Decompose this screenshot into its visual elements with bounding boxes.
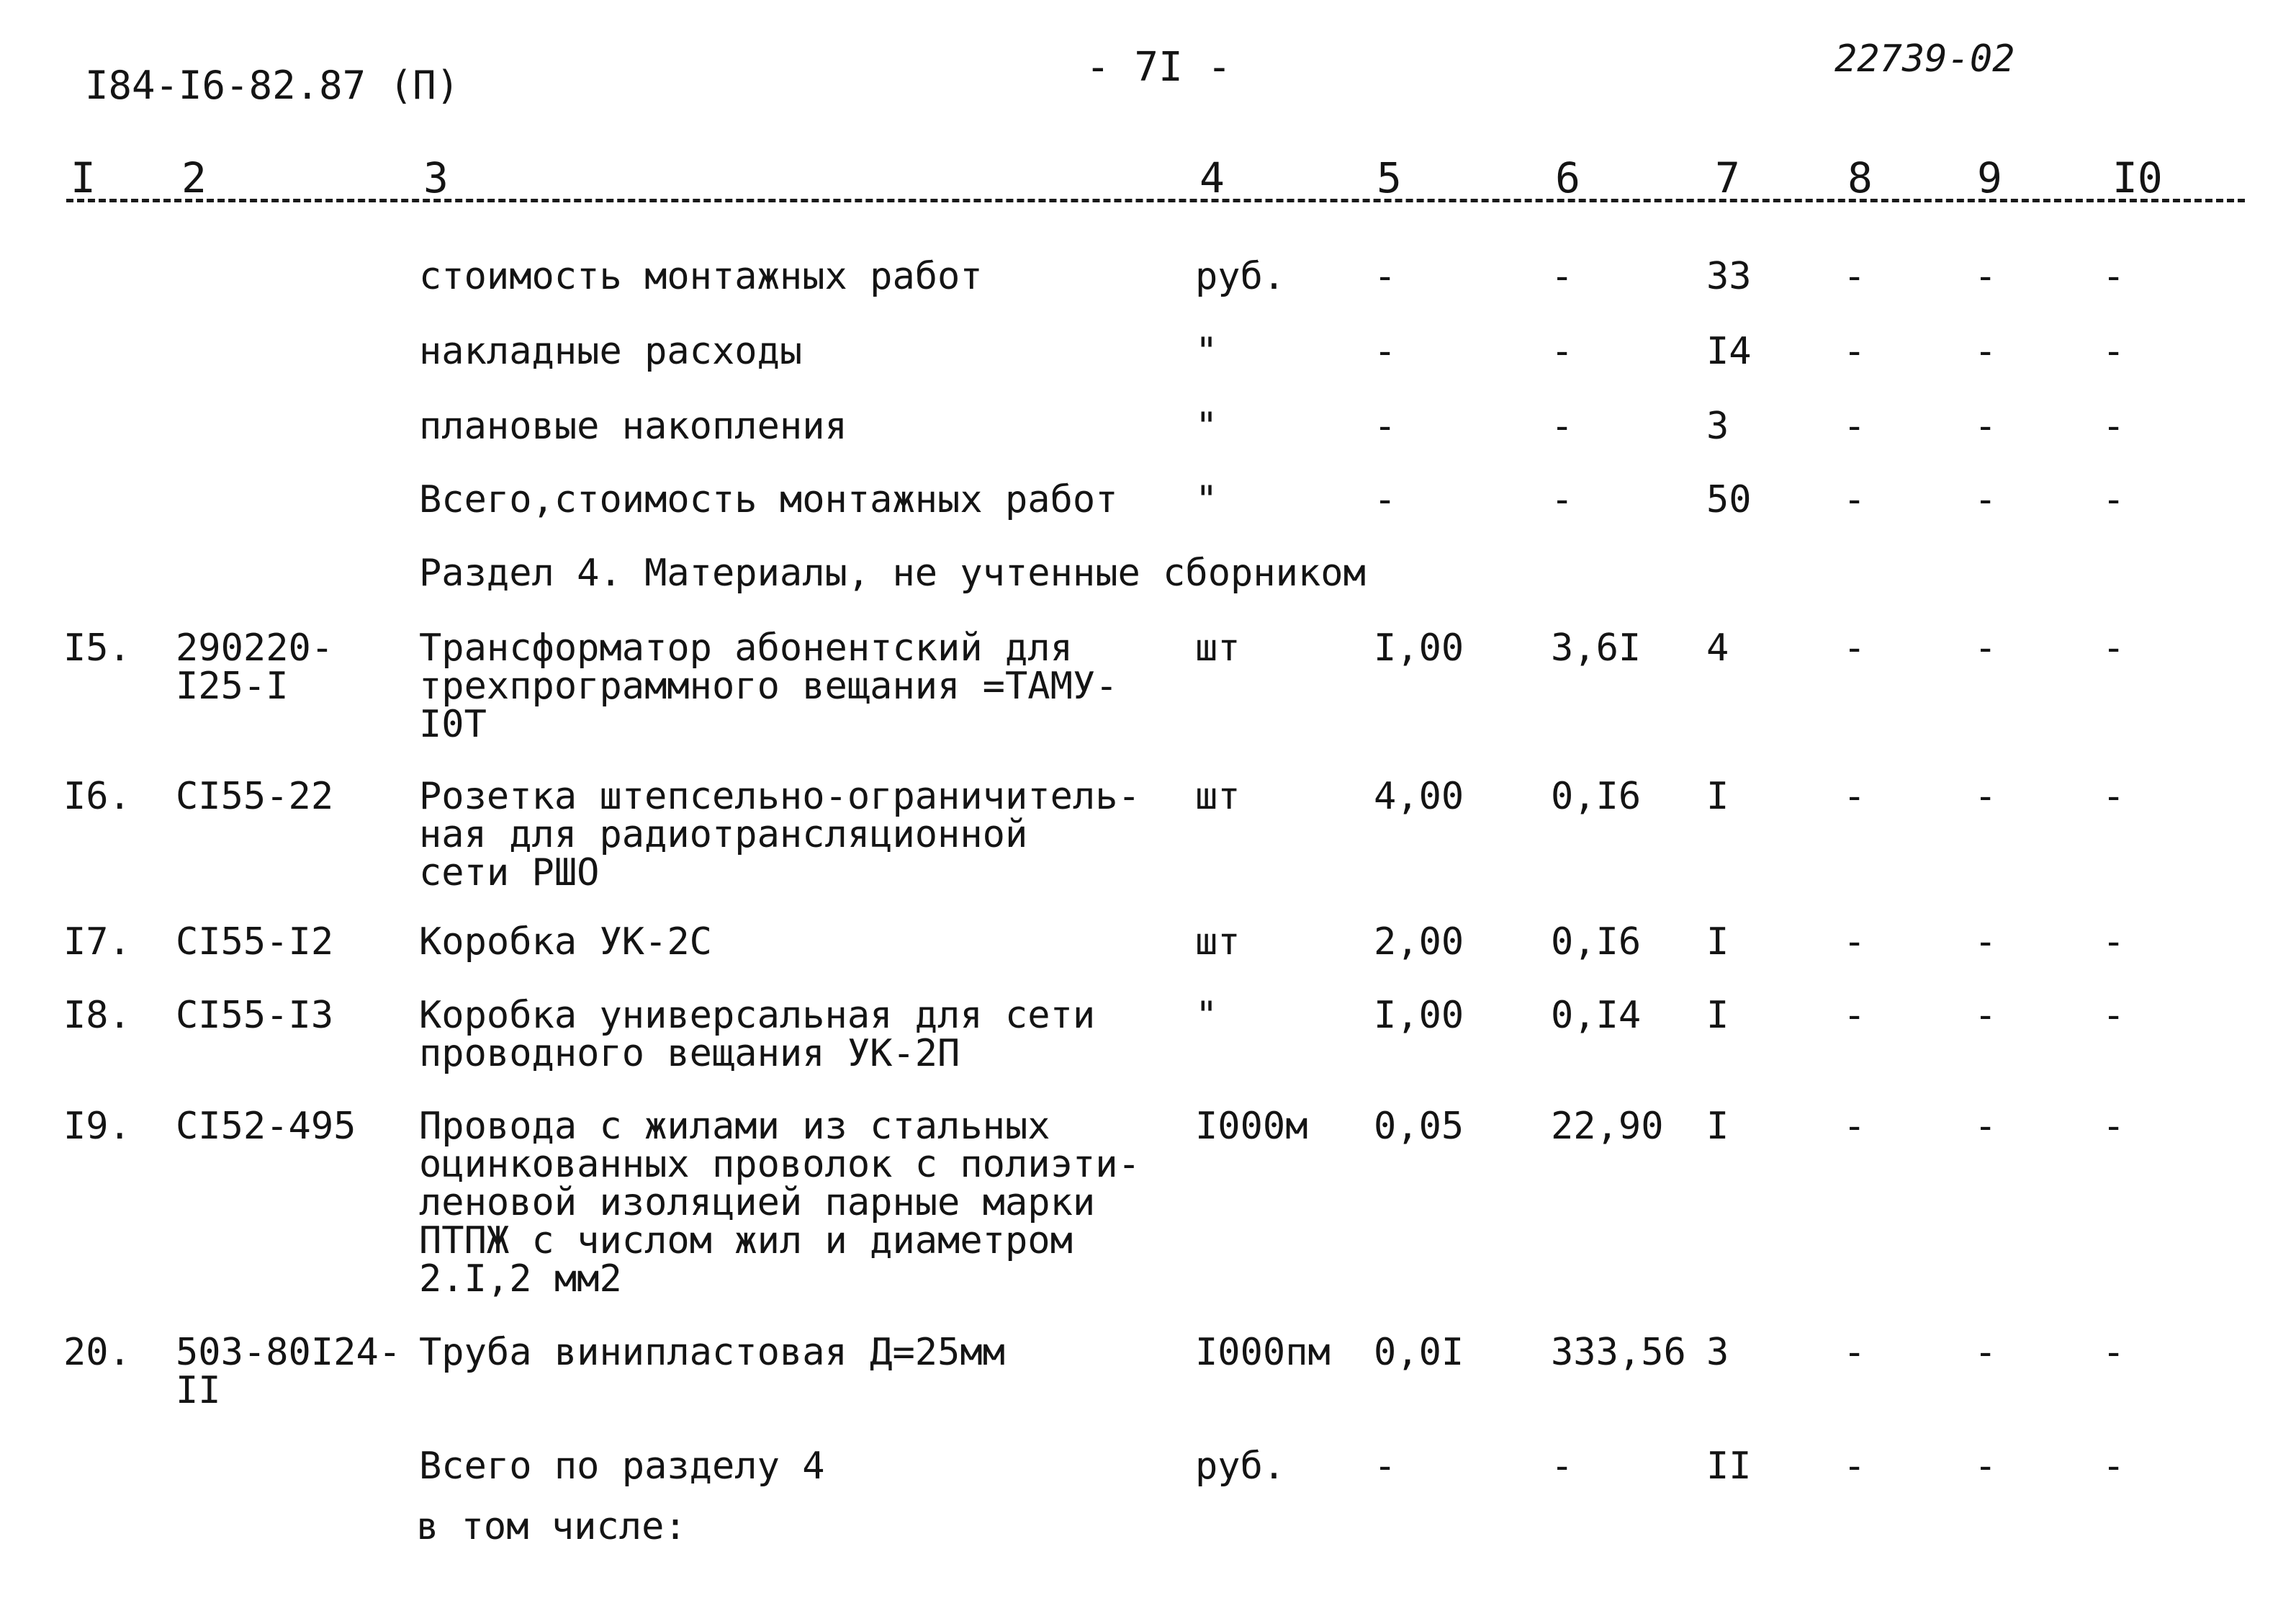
item-name-line: Всего по разделу 4 bbox=[419, 1445, 825, 1488]
row-number: 20. bbox=[63, 1331, 131, 1374]
item-name bbox=[419, 1447, 825, 1486]
column-8-value: - bbox=[1843, 627, 1866, 670]
column-8-value: - bbox=[1843, 405, 1866, 448]
unit-price: - bbox=[1551, 255, 1574, 298]
total-cost: 3 bbox=[1706, 405, 1729, 448]
column-9-value: - bbox=[1974, 627, 1997, 670]
quantity: I,00 bbox=[1374, 627, 1464, 670]
item-code-line: II bbox=[176, 1369, 221, 1413]
item-name-line: стоимость монтажных работ bbox=[419, 255, 983, 298]
row-number: I6. bbox=[63, 775, 131, 818]
section-title: Раздел 4. Материалы, не учтенные сборником bbox=[419, 552, 1366, 595]
item-name-line: леновой изоляцией парные марки bbox=[419, 1181, 1096, 1225]
column-10-value: - bbox=[2102, 405, 2125, 448]
unit: шт bbox=[1195, 920, 1241, 964]
column-number-7: 7 bbox=[1715, 153, 1740, 202]
quantity: - bbox=[1374, 330, 1397, 373]
item-name-line: Розетка штепсельно-ограничитель- bbox=[419, 775, 1140, 818]
total-cost: 50 bbox=[1706, 478, 1752, 521]
item-code bbox=[176, 1105, 356, 1148]
column-separator-line bbox=[66, 199, 2245, 202]
unit-price: 0,I6 bbox=[1551, 920, 1642, 964]
unit-price: - bbox=[1551, 405, 1574, 448]
column-number-5: 5 bbox=[1377, 153, 1402, 202]
item-name-line: I0Т bbox=[419, 703, 487, 747]
column-9-value: - bbox=[1974, 994, 1997, 1037]
row-number: I9. bbox=[63, 1105, 131, 1148]
item-name-line: накладные расходы bbox=[419, 330, 803, 373]
column-10-value: - bbox=[2102, 1105, 2125, 1148]
item-code-line: СI55-I3 bbox=[176, 994, 334, 1037]
column-10-value: - bbox=[2102, 994, 2125, 1037]
item-code bbox=[176, 994, 334, 1037]
quantity: - bbox=[1374, 478, 1397, 521]
item-name bbox=[419, 405, 847, 448]
column-9-value: - bbox=[1974, 330, 1997, 373]
column-8-value: - bbox=[1843, 1105, 1866, 1148]
quantity: 0,05 bbox=[1374, 1105, 1464, 1148]
item-code bbox=[176, 627, 334, 709]
item-name-line: 2.I,2 мм2 bbox=[419, 1257, 622, 1301]
column-8-value: - bbox=[1843, 920, 1866, 964]
item-name bbox=[419, 478, 1118, 521]
quantity: 4,00 bbox=[1374, 775, 1464, 818]
total-cost: I bbox=[1706, 920, 1729, 964]
column-number-2: 2 bbox=[181, 153, 207, 202]
unit-price: 0,I6 bbox=[1551, 775, 1642, 818]
column-9-value: - bbox=[1974, 1331, 1997, 1374]
item-code-line: I25-I bbox=[176, 665, 289, 709]
item-code bbox=[176, 920, 334, 964]
column-number-10: I0 bbox=[2112, 153, 2163, 202]
unit: " bbox=[1195, 478, 1218, 521]
item-name-line: оцинкованных проволок с полиэти- bbox=[419, 1143, 1140, 1187]
item-name-line: проводного вещания УК-2П bbox=[419, 1032, 960, 1076]
column-8-value: - bbox=[1843, 255, 1866, 298]
footer-text: в том числе: bbox=[416, 1505, 687, 1548]
row-number: I8. bbox=[63, 994, 131, 1037]
row-number: I5. bbox=[63, 627, 131, 670]
column-10-value: - bbox=[2102, 255, 2125, 298]
item-name-line: плановые накопления bbox=[419, 405, 847, 448]
unit-price: - bbox=[1551, 1445, 1574, 1488]
column-8-value: - bbox=[1843, 1331, 1866, 1374]
column-9-value: - bbox=[1974, 478, 1997, 521]
unit-price: 3,6I bbox=[1551, 627, 1642, 670]
column-10-value: - bbox=[2102, 478, 2125, 521]
total-cost: 3 bbox=[1706, 1331, 1729, 1374]
column-number-1: I bbox=[71, 153, 96, 202]
unit: руб. bbox=[1195, 1445, 1286, 1488]
column-10-value: - bbox=[2102, 330, 2125, 373]
column-10-value: - bbox=[2102, 627, 2125, 670]
column-number-9: 9 bbox=[1977, 153, 2002, 202]
quantity: 0,0I bbox=[1374, 1331, 1464, 1374]
column-9-value: - bbox=[1974, 1105, 1997, 1148]
item-code bbox=[176, 1331, 402, 1413]
unit: шт bbox=[1195, 627, 1241, 670]
item-name bbox=[419, 1105, 1140, 1301]
column-8-value: - bbox=[1843, 775, 1866, 818]
unit: " bbox=[1195, 405, 1218, 448]
item-name-line: Трансформатор абонентский для bbox=[419, 627, 1073, 670]
quantity: I,00 bbox=[1374, 994, 1464, 1037]
document-code: I84-I6-82.87 (П) bbox=[85, 63, 460, 108]
item-name-line: ПТПЖ с числом жил и диаметром bbox=[419, 1219, 1073, 1263]
item-name bbox=[419, 994, 1096, 1076]
unit-price: 333,56 bbox=[1551, 1331, 1686, 1374]
item-code-line: 503-80I24- bbox=[176, 1331, 402, 1374]
total-cost: 33 bbox=[1706, 255, 1752, 298]
item-name-line: ная для радиотрансляционной bbox=[419, 813, 1028, 857]
column-number-6: 6 bbox=[1555, 153, 1580, 202]
item-name bbox=[419, 1331, 1005, 1374]
quantity: - bbox=[1374, 1445, 1397, 1488]
item-code bbox=[176, 775, 334, 818]
item-code-line: СI55-I2 bbox=[176, 920, 334, 964]
column-9-value: - bbox=[1974, 775, 1997, 818]
total-cost: I bbox=[1706, 994, 1729, 1037]
item-name bbox=[419, 627, 1118, 747]
unit: руб. bbox=[1195, 255, 1286, 298]
item-name-line: Провода с жилами из стальных bbox=[419, 1105, 1050, 1148]
unit: I000пм bbox=[1195, 1331, 1331, 1374]
item-code-line: 290220- bbox=[176, 627, 334, 670]
unit: " bbox=[1195, 994, 1218, 1037]
item-name bbox=[419, 775, 1140, 895]
page-number: - 7I - bbox=[1086, 44, 1232, 91]
column-10-value: - bbox=[2102, 1445, 2125, 1488]
unit-price: - bbox=[1551, 330, 1574, 373]
column-10-value: - bbox=[2102, 1331, 2125, 1374]
column-8-value: - bbox=[1843, 994, 1866, 1037]
column-number-3: 3 bbox=[423, 153, 449, 202]
total-cost: 4 bbox=[1706, 627, 1729, 670]
item-name-line: Коробка УК-2С bbox=[419, 920, 712, 964]
column-10-value: - bbox=[2102, 920, 2125, 964]
column-8-value: - bbox=[1843, 330, 1866, 373]
item-name bbox=[419, 330, 803, 373]
item-code-line: СI55-22 bbox=[176, 775, 334, 818]
item-name-line: Всего,стоимость монтажных работ bbox=[419, 478, 1118, 521]
column-number-4: 4 bbox=[1199, 153, 1225, 202]
column-9-value: - bbox=[1974, 1445, 1997, 1488]
column-8-value: - bbox=[1843, 1445, 1866, 1488]
archive-number: 22739-02 bbox=[1834, 37, 2015, 81]
quantity: - bbox=[1374, 405, 1397, 448]
quantity: - bbox=[1374, 255, 1397, 298]
column-9-value: - bbox=[1974, 405, 1997, 448]
unit-price: 0,I4 bbox=[1551, 994, 1642, 1037]
item-code-line: СI52-495 bbox=[176, 1105, 356, 1148]
item-name-line: Труба винипластовая Д=25мм bbox=[419, 1331, 1005, 1374]
item-name bbox=[419, 920, 712, 964]
total-cost: I bbox=[1706, 1105, 1729, 1148]
unit: " bbox=[1195, 330, 1218, 373]
item-name-line: Коробка универсальная для сети bbox=[419, 994, 1096, 1037]
row-number: I7. bbox=[63, 920, 131, 964]
column-8-value: - bbox=[1843, 478, 1866, 521]
unit-price: 22,90 bbox=[1551, 1105, 1664, 1148]
unit: I000м bbox=[1195, 1105, 1308, 1148]
item-name-line: трехпрограммного вещания =ТАМУ- bbox=[419, 665, 1118, 709]
total-cost: II bbox=[1706, 1445, 1752, 1488]
column-9-value: - bbox=[1974, 920, 1997, 964]
unit-price: - bbox=[1551, 478, 1574, 521]
item-name bbox=[419, 255, 983, 298]
column-10-value: - bbox=[2102, 775, 2125, 818]
column-number-8: 8 bbox=[1847, 153, 1873, 202]
column-9-value: - bbox=[1974, 255, 1997, 298]
unit: шт bbox=[1195, 775, 1241, 818]
item-name-line: сети РШО bbox=[419, 851, 600, 895]
total-cost: I bbox=[1706, 775, 1729, 818]
total-cost: I4 bbox=[1706, 330, 1752, 373]
quantity: 2,00 bbox=[1374, 920, 1464, 964]
